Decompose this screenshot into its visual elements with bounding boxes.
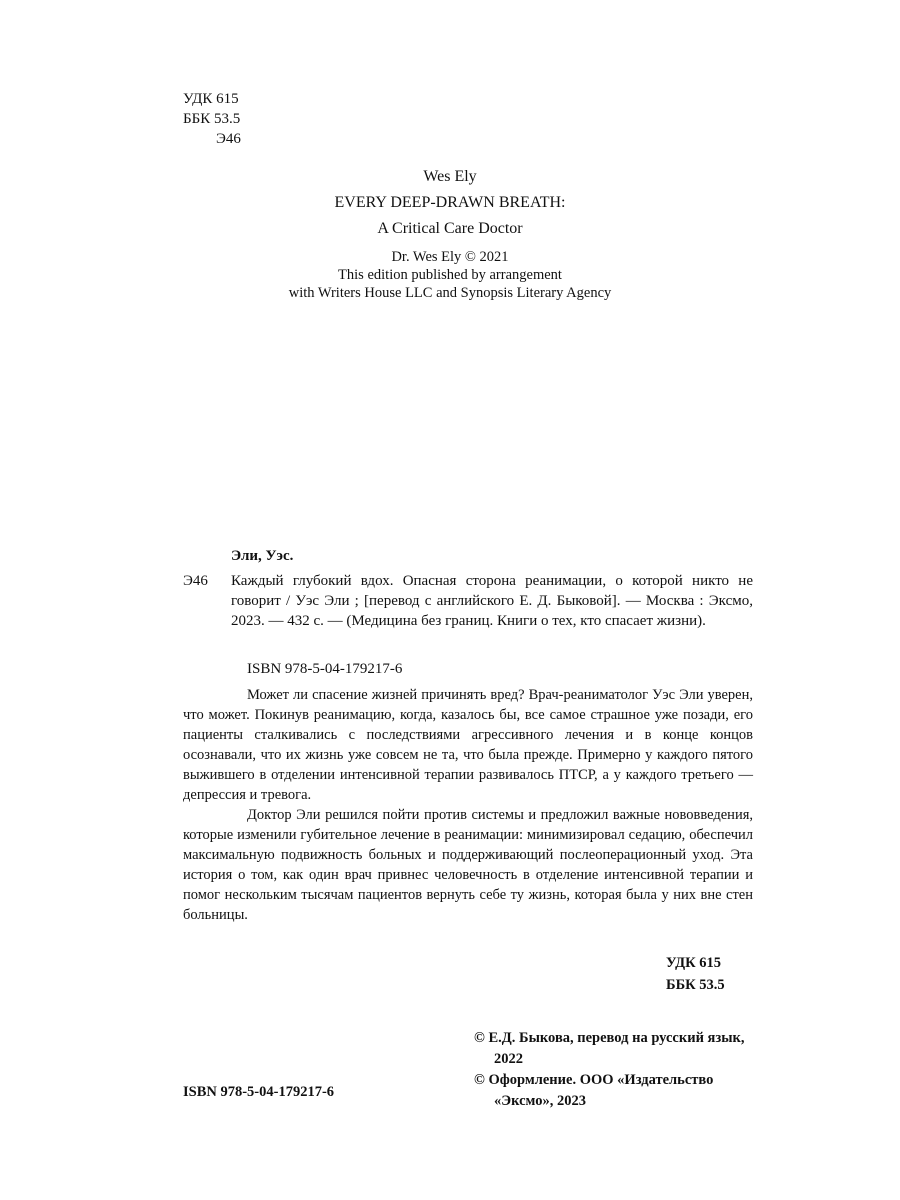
author-mark: Э46 — [216, 131, 241, 147]
rights-line3: with Writers House LLC and Synopsis Literary Agency — [288, 285, 612, 301]
udk-code: УДК 615 — [183, 91, 239, 107]
bottom-bbk: ББК 53.5 — [666, 977, 725, 993]
annotation-paragraph-2: Доктор Эли решился пойти против системы и предложил важные нововведения, которые изменили губительное лечение в реанимации: минимизировал седацию, обеспечил максимальную подвижность больных и поддерживающий послеоперационный уход. Эта история о том, как один врач привнес человечность в отделение интенсивной терапии и помог нескольким тысячам пациентов вернуть себе ту жизнь, которая была у них вне стен больницы. — [183, 807, 753, 923]
original-title-line1: EVERY DEEP-DRAWN BREATH: — [334, 194, 566, 211]
bib-code: Э46 — [183, 573, 208, 589]
annotation-paragraph-1: Может ли спасение жизней причинять вред? Врач-реаниматолог Уэс Эли уверен, что может. Покинув реанимацию, когда, казалось бы, все самое страшное уже позади, его пациенты сталкивались с последствиями агрессивного лечения и в конце концов осознавали, что их жизнь уже совсем не та, что была прежде. Примерно у каждого пятого выжившего в отделении интенсивной терапии развивалось ПТСР, а у каждого третьего — депрессия и тревога. — [183, 687, 753, 803]
bbk-code: ББК 53.5 — [183, 111, 241, 127]
original-title-block — [150, 164, 750, 242]
bottom-udk: УДК 615 — [666, 955, 722, 971]
copyright-block — [474, 1028, 759, 1112]
annotation — [183, 685, 753, 925]
copyright-translation: © Е.Д. Быкова, перевод на русский язык, 2022 — [474, 1030, 745, 1067]
rights-copyright: Dr. Wes Ely © 2021 — [391, 249, 509, 265]
bib-isbn: ISBN 978-5-04-179217-6 — [247, 661, 403, 677]
original-title-line2: A Critical Care Doctor — [377, 220, 523, 237]
bib-author-heading: Эли, Уэс. — [231, 548, 294, 564]
bottom-isbn: ISBN 978-5-04-179217-6 — [183, 1084, 335, 1100]
rights-line2: This edition published by arrangement — [338, 267, 562, 283]
rights-block — [150, 248, 750, 302]
original-author: Wes Ely — [423, 168, 477, 185]
copyright-design: © Оформление. ООО «Издательство «Эксмо», 2023 — [474, 1072, 714, 1109]
bib-description: Каждый глубокий вдох. Опасная сторона реанимации, о которой никто не говорит / Уэс Эли ; [перевод с английского Е. Д. Быковой]. — Москва : Эксмо, 2023. — 432 с. — (Медицина без границ. Книги о тех, кто спасает жизни). — [231, 573, 753, 629]
